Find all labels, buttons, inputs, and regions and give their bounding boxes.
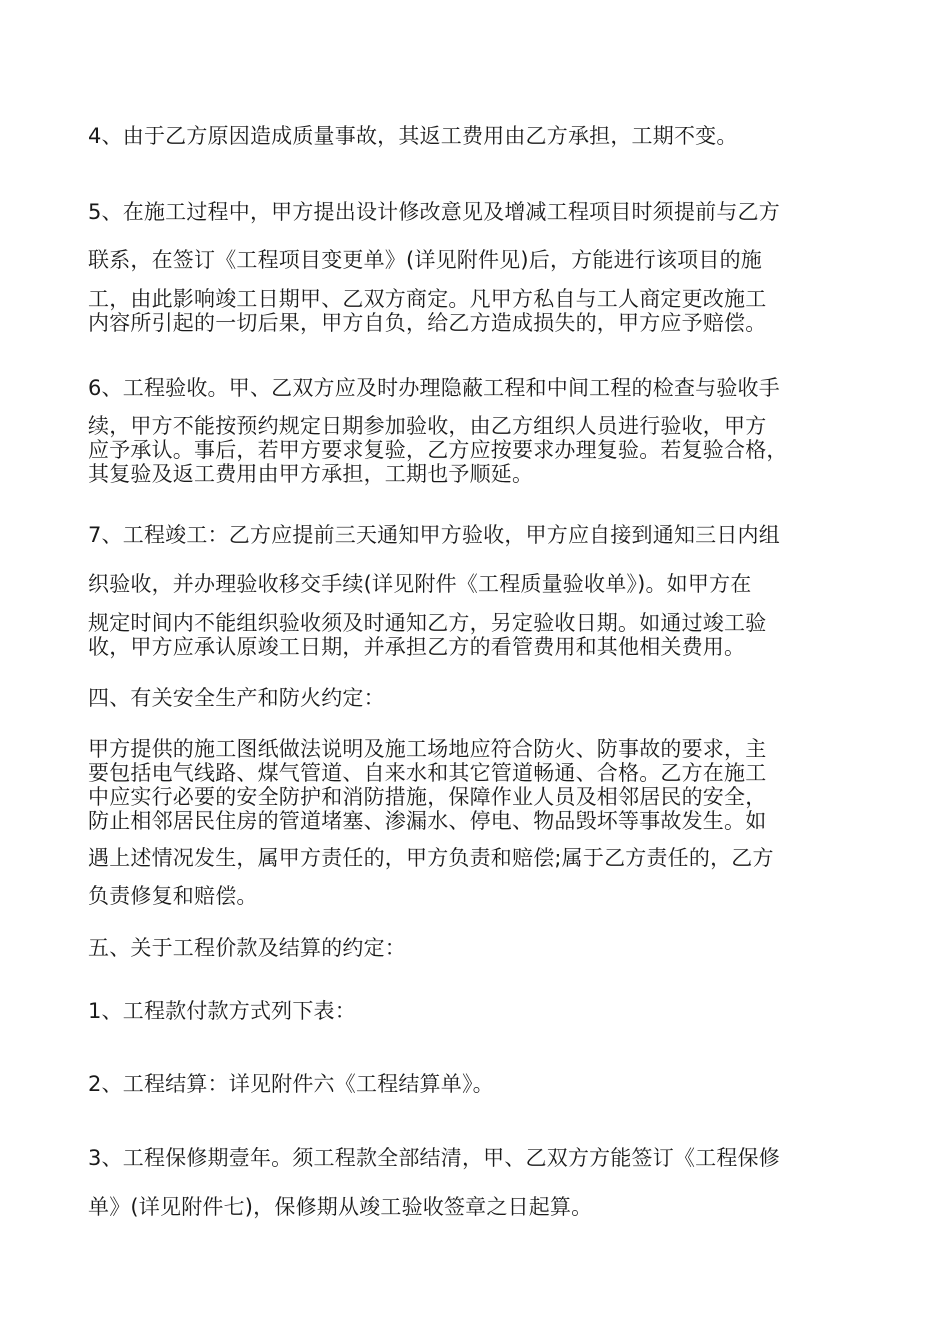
text-line: 联系，在签订《工程项目变更单》(详见附件见)后，方能进行该项目的施 bbox=[88, 248, 762, 272]
text-line: 6、工程验收。甲、乙双方应及时办理隐蔽工程和中间工程的检查与验收手 bbox=[88, 376, 780, 400]
section-heading: 四、有关安全生产和防火约定： bbox=[88, 686, 385, 710]
text-line: 4、由于乙方原因造成质量事故，其返工费用由乙方承担，工期不变。 bbox=[88, 124, 738, 148]
text-line: 规定时间内不能组织验收须及时通知乙方，另定验收日期。如通过竣工验 bbox=[88, 611, 767, 635]
text-line: 续，甲方不能按预约规定日期参加验收，由乙方组织人员进行验收，甲方 bbox=[88, 414, 767, 438]
text-line: 其复验及返工费用由甲方承担，工期也予顺延。 bbox=[88, 462, 534, 486]
text-line: 7、工程竣工：乙方应提前三天通知甲方验收，甲方应自接到通知三日内组 bbox=[88, 523, 780, 547]
text-line: 防止相邻居民住房的管道堵塞、渗漏水、停电、物品毁坏等事故发生。如 bbox=[88, 809, 767, 833]
text-line: 单》(详见附件七)，保修期从竣工验收签章之日起算。 bbox=[88, 1195, 593, 1219]
text-line: 负责修复和赔偿。 bbox=[88, 884, 258, 908]
text-line: 遇上述情况发生，属甲方责任的，甲方负责和赔偿;属于乙方责任的，乙方 bbox=[88, 846, 774, 870]
text-line: 收，甲方应承认原竣工日期，并承担乙方的看管费用和其他相关费用。 bbox=[88, 635, 746, 659]
text-line: 1、工程款付款方式列下表： bbox=[88, 999, 356, 1023]
text-line: 织验收，并办理验收移交手续(详见附件《工程质量验收单》)。如甲方在 bbox=[88, 572, 752, 596]
text-line: 要包括电气线路、煤气管道、自来水和其它管道畅通、合格。乙方在施工 bbox=[88, 761, 767, 785]
text-line: 甲方提供的施工图纸做法说明及施工场地应符合防火、防事故的要求，主 bbox=[88, 737, 767, 761]
text-line: 应予承认。事后，若甲方要求复验，乙方应按要求办理复验。若复验合格， bbox=[88, 438, 788, 462]
text-line: 3、工程保修期壹年。须工程款全部结清，甲、乙双方方能签订《工程保修 bbox=[88, 1146, 780, 1170]
section-heading: 五、关于工程价款及结算的约定： bbox=[88, 936, 406, 960]
text-line: 5、在施工过程中，甲方提出设计修改意见及增减工程项目时须提前与乙方 bbox=[88, 200, 780, 224]
text-line: 2、工程结算：详见附件六《工程结算单》。 bbox=[88, 1072, 494, 1096]
text-line: 工，由此影响竣工日期甲、乙双方商定。凡甲方私自与工人商定更改施工 bbox=[88, 287, 767, 311]
text-line: 中应实行必要的安全防护和消防措施，保障作业人员及相邻居民的安全， bbox=[88, 785, 767, 809]
text-line: 内容所引起的一切后果，甲方自负，给乙方造成损失的，甲方应予赔偿。 bbox=[88, 311, 767, 335]
